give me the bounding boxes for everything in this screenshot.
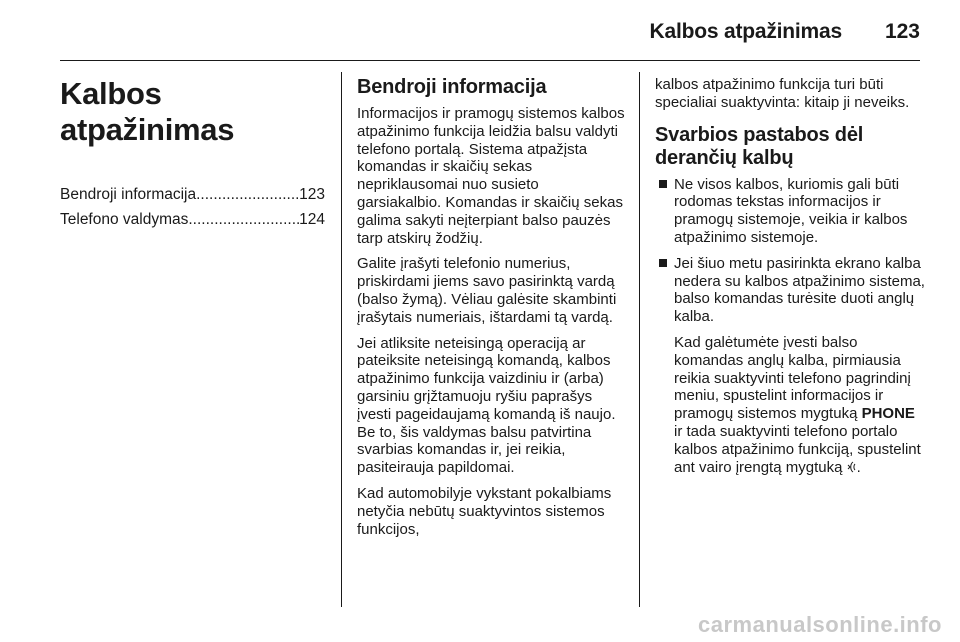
watermark: carmanualsonline.info (698, 612, 942, 637)
toc-label: Bendroji informacija (60, 186, 197, 203)
toc-leader (196, 186, 299, 204)
bullet-text: Ne visos kalbos, kuriomis gali būti rodomas tekstas informacijos ir pramogų sistemoje, veikia ir kalbos atpažinimo sistemoje. (674, 175, 908, 246)
toc-page: 124 (299, 211, 325, 228)
general-info-column (357, 76, 627, 546)
page-number: 123 (884, 20, 920, 43)
toc-leader (188, 211, 299, 229)
square-bullet-icon (659, 259, 667, 267)
chapter-title: Kalbos atpažinimas (60, 76, 235, 147)
bullet-text: Jei šiuo metu pasirinkta ekrano kalba nedera su kalbos atpažinimo sistema, balso komandas turėsite duoti anglų kalba. (674, 254, 925, 326)
paragraph: Jei atliksite neteisingą operaciją ar pateiksite neteisingą komandą, kalbos atpažinimo funkcija vaizdiniu ir (arba) garsiniu grįžtamuoju ryšiu paprašys įvesti pageidaujamą komandą iš naujo. Be to, šis valdymas balsu patvirtina svarbias komandas ir, jei reikia, pasiteirauja papildomai. (357, 334, 616, 477)
instruction-end: . (856, 458, 861, 476)
voice-command-icon (847, 461, 857, 473)
section-title-general: Bendroji informacija (357, 76, 547, 98)
column-divider-1 (341, 72, 342, 607)
toc-entry-general[interactable] (60, 186, 325, 211)
bullet-item (655, 176, 925, 247)
square-bullet-icon (659, 180, 667, 188)
column-divider-2 (639, 72, 640, 607)
instruction-paragraph (655, 334, 925, 476)
toc-label: Telefono valdymas (60, 211, 189, 228)
paragraph-continued: kalbos atpažinimo funkcija turi būti specialiai suaktyvinta: kitaip ji neveiks. (655, 76, 910, 111)
header-title: Kalbos atpažinimas (649, 20, 842, 43)
instruction-text: Kad galėtumėte įvesti balso komandas anglų kalba, pirmiausia reikia suaktyvinti telefono pagrindinį meniu, spustelint informacijos ir pramogų sistemos mygtuką (674, 333, 911, 423)
toc-entry-phone-control[interactable] (60, 211, 325, 236)
bullet-item (655, 255, 925, 326)
paragraph: Galite įrašyti telefonio numerius, priskirdami jiems savo pasirinktą vardą (balso žymą). Vėliau galėsite skambinti įrašytais numeriais, ištardami tą vardą. (357, 255, 617, 326)
header-divider (60, 60, 920, 61)
chapter-column (60, 76, 325, 236)
section-title-notes: Svarbios pastabos dėl derančių kalbų (655, 123, 864, 169)
notes-column (655, 76, 925, 484)
phone-button-label: PHONE (861, 405, 915, 423)
paragraph: Informacijos ir pramogų sistemos kalbos atpažinimo funkcija leidžia balsu valdyti telefono portalą. Sistema atpažįsta komandas ir skaičių sekas nepriklausomai nuo susieto garsiakalbio. Komandas ir skaičių sekas galima sakyti neįterpiant balso pauzės tarp atskirų žodžių. (357, 105, 625, 247)
paragraph: Kad automobilyje vykstant pokalbiams netyčia nebūtų suaktyvintos sistemos funkcijos, (357, 484, 612, 538)
page-header (0, 0, 960, 60)
instruction-text: ir tada suaktyvinti telefono portalo kalbos atpažinimo funkciją, spustelint ant vairo įrengtą mygtuką (674, 422, 921, 476)
toc-page: 123 (299, 186, 325, 203)
